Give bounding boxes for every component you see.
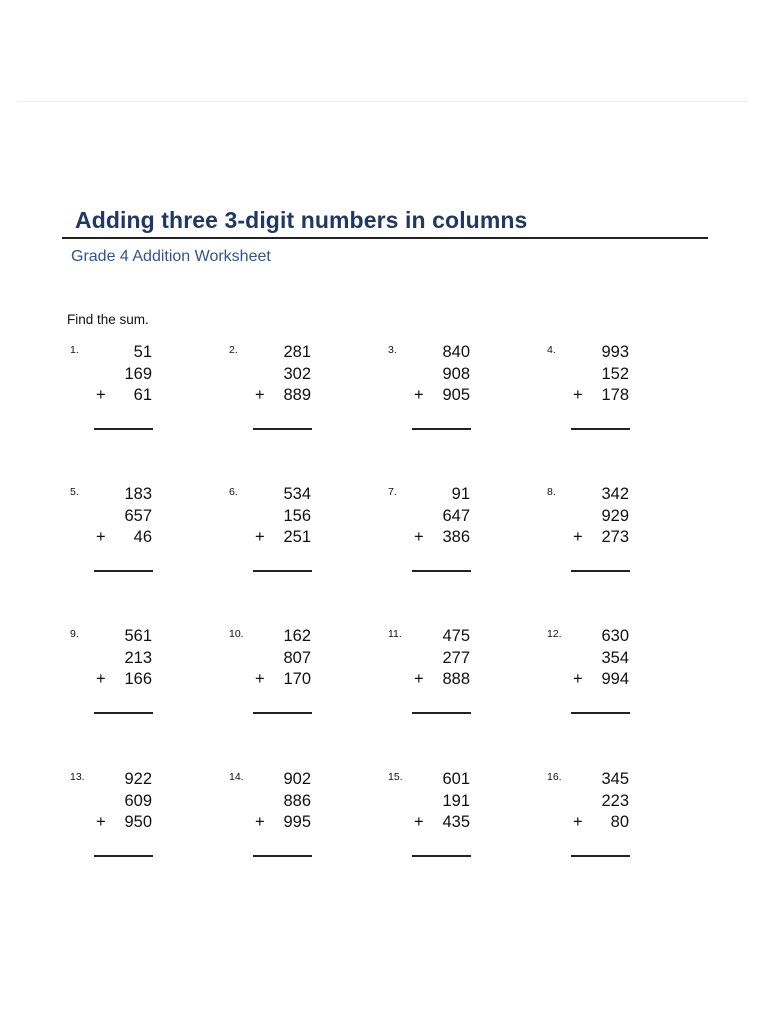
addend-column [569,769,629,834]
addend-value: 166 [124,670,152,688]
addend-column [569,342,629,407]
addition-problem [229,626,319,726]
addend-value: 191 [442,791,470,810]
addend-row [251,648,311,670]
addition-problem [70,626,160,726]
addend-column [92,769,152,834]
addend-column [92,626,152,691]
addend-value: 886 [283,791,311,810]
problems-grid [70,342,670,862]
addend-value: 183 [124,485,152,503]
plus-sign: + [96,528,106,546]
plus-sign: + [414,386,424,404]
addend-row [410,669,470,691]
plus-sign: + [573,670,583,688]
addend-value: 840 [442,343,470,361]
addend-row [410,626,470,648]
problem-number: 16. [547,771,562,783]
addend-row [251,385,311,407]
addend-column [410,342,470,407]
plus-sign: + [255,386,265,404]
problem-number: 6. [229,486,238,498]
addend-column [251,626,311,691]
problem-number: 4. [547,344,556,356]
addend-column [569,626,629,691]
addend-value: 888 [442,670,470,688]
addend-row [92,364,152,386]
addend-value: 61 [133,386,152,404]
addition-problem [229,769,319,869]
addition-problem [388,626,478,726]
addend-row [410,385,470,407]
addend-value: 342 [601,485,629,503]
addend-row [251,527,311,549]
addend-row [569,527,629,549]
addend-value: 46 [133,528,152,546]
addition-problem [388,484,478,584]
addition-problem [70,769,160,869]
addend-row [410,791,470,813]
addend-column [92,484,152,549]
addend-row [92,385,152,407]
addend-column [410,626,470,691]
addend-row [569,342,629,364]
addend-value: 91 [451,485,470,503]
addition-problem [229,484,319,584]
addend-row [569,385,629,407]
addend-value: 302 [283,364,311,383]
addend-value: 905 [442,386,470,404]
addend-value: 994 [601,670,629,688]
addend-row [251,626,311,648]
answer-line[interactable] [253,855,312,857]
addend-value: 993 [601,343,629,361]
addend-column [410,484,470,549]
addend-row [92,342,152,364]
addend-value: 995 [283,813,311,831]
addend-row [569,669,629,691]
addition-problem [388,342,478,442]
problem-number: 13. [70,771,85,783]
addition-problem [70,484,160,584]
addend-value: 251 [283,528,311,546]
plus-sign: + [414,670,424,688]
addend-column [251,342,311,407]
addend-row [410,342,470,364]
answer-line[interactable] [94,570,153,572]
plus-sign: + [255,528,265,546]
addend-value: 80 [610,813,629,831]
plus-sign: + [414,813,424,831]
problem-number: 5. [70,486,79,498]
answer-line[interactable] [571,712,630,714]
addend-value: 213 [124,648,152,667]
addition-problem [547,342,637,442]
problem-number: 2. [229,344,238,356]
addend-value: 908 [442,364,470,383]
addend-value: 657 [124,506,152,525]
addend-row [92,626,152,648]
addend-row [569,506,629,528]
addend-value: 534 [283,485,311,503]
addend-column [410,769,470,834]
addition-problem [547,626,637,726]
answer-line[interactable] [94,428,153,430]
addend-value: 178 [601,386,629,404]
addend-row [92,669,152,691]
addend-value: 561 [124,627,152,645]
addend-row [92,506,152,528]
addend-value: 162 [283,627,311,645]
addend-row [251,364,311,386]
addend-row [251,812,311,834]
answer-line[interactable] [571,855,630,857]
addend-row [251,769,311,791]
addend-row [410,812,470,834]
addend-value: 922 [124,770,152,788]
addend-row [569,484,629,506]
addend-value: 929 [601,506,629,525]
addend-row [92,527,152,549]
addend-value: 354 [601,648,629,667]
answer-line[interactable] [253,428,312,430]
answer-line[interactable] [94,712,153,714]
addend-row [569,769,629,791]
addend-value: 902 [283,770,311,788]
addend-row [569,626,629,648]
addition-problem [388,769,478,869]
addend-row [410,769,470,791]
worksheet-subtitle: Grade 4 Addition Worksheet [71,248,271,265]
addend-value: 609 [124,791,152,810]
addend-value: 156 [283,506,311,525]
worksheet-title: Adding three 3-digit numbers in columns [75,207,528,233]
answer-line[interactable] [253,570,312,572]
addend-value: 889 [283,386,311,404]
plus-sign: + [96,670,106,688]
addend-row [410,648,470,670]
addend-value: 223 [601,791,629,810]
addend-row [251,342,311,364]
addend-row [251,669,311,691]
problem-number: 10. [229,628,244,640]
addend-row [569,812,629,834]
plus-sign: + [573,386,583,404]
addend-value: 273 [601,528,629,546]
addend-row [410,364,470,386]
addend-value: 475 [442,627,470,645]
addend-row [569,364,629,386]
addition-problem [547,769,637,869]
addend-column [251,484,311,549]
answer-line[interactable] [412,712,471,714]
addend-value: 647 [442,506,470,525]
answer-line[interactable] [571,428,630,430]
problem-number: 14. [229,771,244,783]
addend-value: 630 [601,627,629,645]
addend-row [569,648,629,670]
addend-row [410,506,470,528]
problem-number: 8. [547,486,556,498]
addend-row [92,812,152,834]
instructions-text: Find the sum. [67,312,149,327]
plus-sign: + [573,813,583,831]
problem-number: 15. [388,771,403,783]
page-top-divider [18,101,748,102]
problem-number: 9. [70,628,79,640]
answer-line[interactable] [412,428,471,430]
addend-row [569,791,629,813]
problem-number: 1. [70,344,79,356]
problem-number: 12. [547,628,562,640]
plus-sign: + [96,813,106,831]
answer-line[interactable] [571,570,630,572]
addend-value: 601 [442,770,470,788]
addend-row [251,791,311,813]
problem-number: 3. [388,344,397,356]
addend-row [92,648,152,670]
answer-line[interactable] [412,855,471,857]
plus-sign: + [255,670,265,688]
problem-number: 11. [388,628,402,640]
addend-value: 170 [283,670,311,688]
answer-line[interactable] [253,712,312,714]
addend-row [92,484,152,506]
addend-row [92,769,152,791]
addend-column [92,342,152,407]
addend-value: 950 [124,813,152,831]
addend-value: 345 [601,770,629,788]
addend-value: 386 [442,528,470,546]
answer-line[interactable] [412,570,471,572]
addend-value: 51 [133,343,152,361]
addition-problem [229,342,319,442]
addend-value: 435 [442,813,470,831]
addend-row [410,527,470,549]
addend-value: 281 [283,343,311,361]
plus-sign: + [573,528,583,546]
addend-column [569,484,629,549]
addend-value: 169 [124,364,152,383]
answer-line[interactable] [94,855,153,857]
addition-problem [70,342,160,442]
addend-row [251,506,311,528]
addend-value: 277 [442,648,470,667]
problem-number: 7. [388,486,397,498]
addend-row [410,484,470,506]
addend-value: 807 [283,648,311,667]
addend-column [251,769,311,834]
addend-row [92,791,152,813]
plus-sign: + [414,528,424,546]
addend-value: 152 [601,364,629,383]
addition-problem [547,484,637,584]
title-underline [62,237,708,239]
addend-row [251,484,311,506]
plus-sign: + [96,386,106,404]
plus-sign: + [255,813,265,831]
